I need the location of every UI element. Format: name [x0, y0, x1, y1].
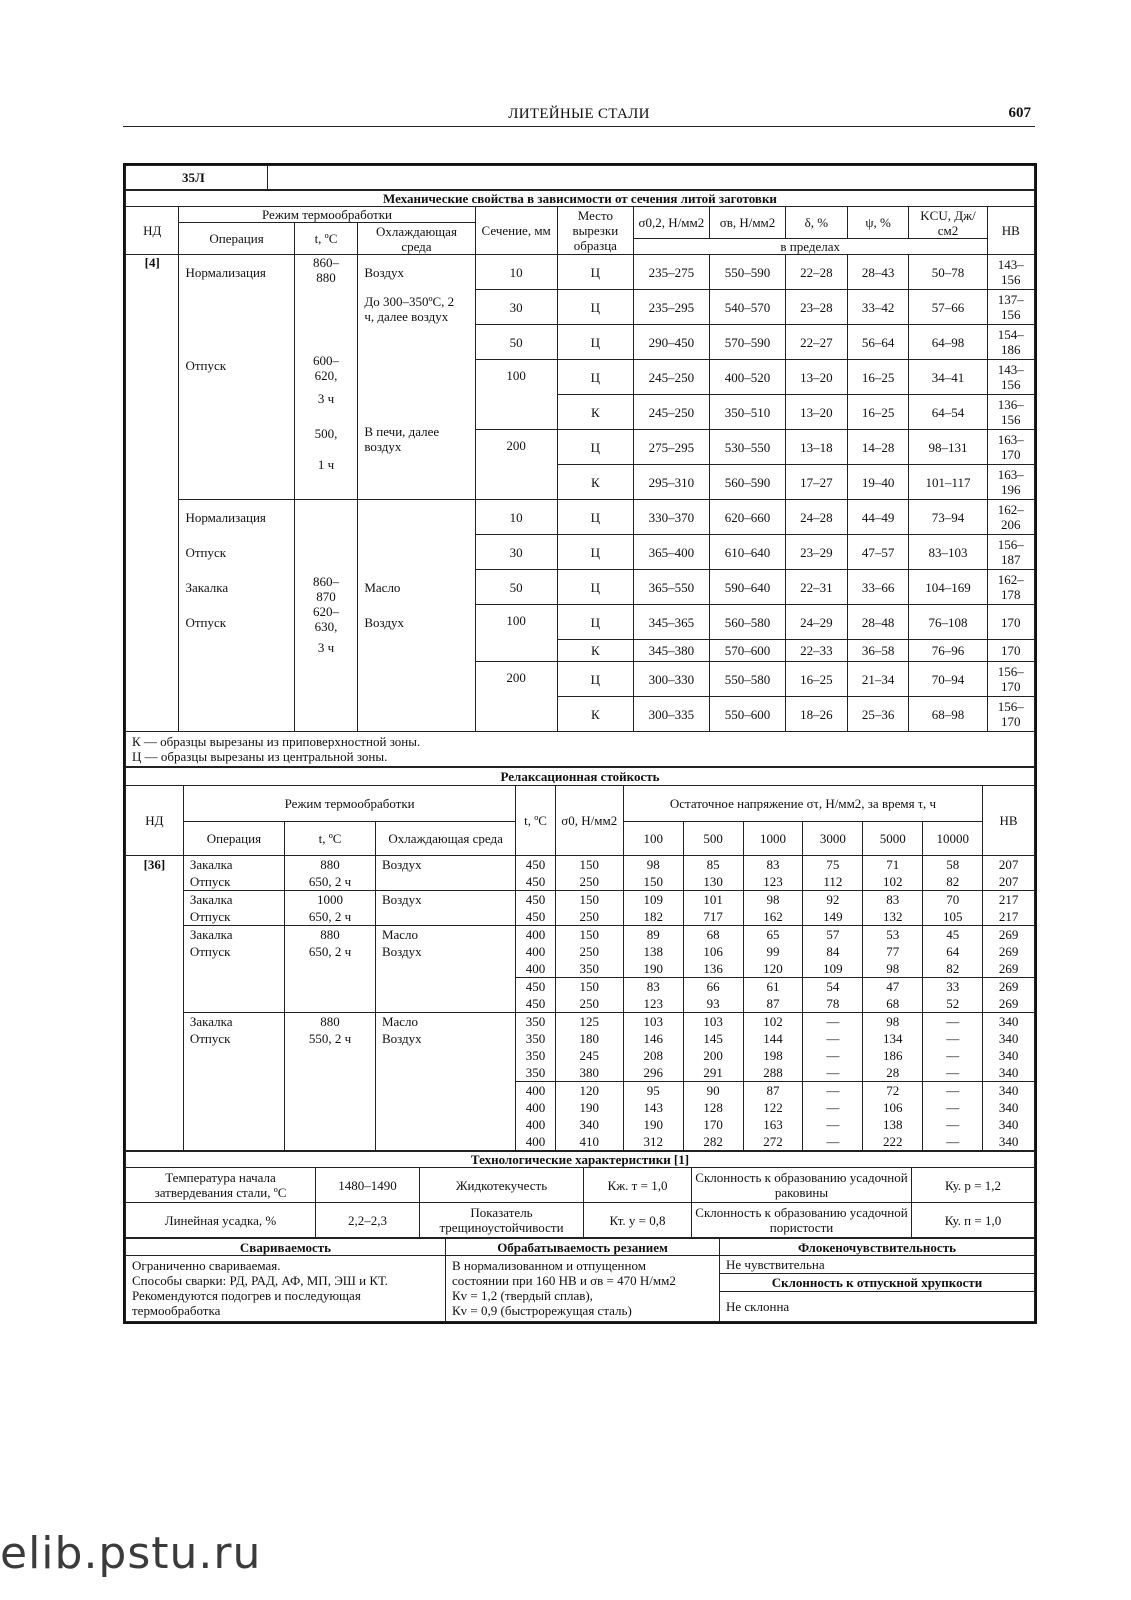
- linear-shrinkage-label: Линейная усадка, %: [126, 1203, 316, 1238]
- shrink-cavity-value: Ку. р = 1,2: [912, 1168, 1035, 1203]
- running-title: ЛИТЕЙНЫЕ СТАЛИ: [508, 106, 650, 122]
- watermark: elib.pstu.ru: [0, 1528, 262, 1579]
- relax-col-temp: t, ºС: [516, 786, 555, 856]
- temper-brittleness-title: Склонность к отпускной хрупкости: [720, 1274, 1035, 1292]
- g2-cooling: Масло Воздух: [358, 500, 475, 732]
- relax-residual-5000: 71 102: [863, 856, 923, 891]
- relax-group-row: [126, 1013, 1035, 1082]
- relax-test-temp: 450 450: [516, 978, 555, 1013]
- relax-residual-10000: 33 52: [923, 978, 983, 1013]
- relax-initial-stress: 150 250: [555, 978, 623, 1013]
- relax-residual-100: 103 146 208 296: [623, 1013, 683, 1082]
- relax-residual-5000: 47 68: [863, 978, 923, 1013]
- relax-operation: Закалка Отпуск: [183, 1013, 284, 1151]
- relax-test-temp: 400 400 400: [516, 926, 555, 978]
- relax-residual-1000: 83 123: [743, 856, 803, 891]
- col-operation: Операция: [179, 223, 294, 255]
- col-nd: НД: [126, 207, 179, 255]
- crack-resistance-label: Показатель трещиноустойчивости: [420, 1203, 584, 1238]
- relax-group-row: [126, 926, 1035, 978]
- relax-residual-1000: 98 162: [743, 891, 803, 926]
- relax-residual-3000: 54 78: [803, 978, 863, 1013]
- relax-residual-500: 66 93: [683, 978, 743, 1013]
- relax-residual-10000: — — — —: [923, 1013, 983, 1082]
- relax-initial-stress: 150 250: [555, 891, 623, 926]
- properties-bottom-table: [125, 1238, 1035, 1322]
- relax-residual-1000: 61 87: [743, 978, 803, 1013]
- relaxation-table: [125, 767, 1035, 1151]
- solidification-label: Температура начала затвердевания стали, ºС: [126, 1168, 316, 1203]
- relax-operation: Закалка Отпуск: [183, 926, 284, 1013]
- shrink-porosity-value: Ку. п = 1,0: [912, 1203, 1035, 1238]
- col-kcu: KCU, Дж/см2: [909, 207, 987, 239]
- page-number: 607: [1008, 105, 1031, 121]
- section: 100: [475, 360, 557, 430]
- relax-residual-500: 101 717: [683, 891, 743, 926]
- fluidity-label: Жидкотекучесть: [420, 1168, 584, 1203]
- relax-residual-10000: — — — —: [923, 1082, 983, 1151]
- weldability-text: Ограниченно свариваемая. Способы сварки: РД, РАД, АФ, МП, ЭШ и КТ. Рекомендуются подогрев и последующая термообработка: [126, 1256, 446, 1322]
- relax-col-nd: НД: [126, 786, 184, 856]
- relax-col-residual: Остаточное напряжение στ, Н/мм2, за время τ, ч: [623, 786, 982, 822]
- relax-operation: Закалка Отпуск: [183, 856, 284, 891]
- relax-residual-3000: — — — —: [803, 1013, 863, 1082]
- crack-resistance-value: Кт. у = 0,8: [584, 1203, 692, 1238]
- relax-test-temp: 450 450: [516, 856, 555, 891]
- relax-temperature: 880 550, 2 ч: [285, 1013, 376, 1151]
- relax-temperature: 1000 650, 2 ч: [285, 891, 376, 926]
- time-500: 500: [683, 822, 743, 856]
- fluidity-value: Кж. т = 1,0: [584, 1168, 692, 1203]
- limits-label: в пределах: [633, 239, 987, 255]
- time-10000: 10000: [923, 822, 983, 856]
- relax-group-row: [126, 891, 1035, 926]
- relax-cooling: Масло Воздух: [375, 926, 515, 1013]
- relax-residual-500: 90 128 170 282: [683, 1082, 743, 1151]
- relax-cooling: Воздух: [375, 891, 515, 926]
- col-place: Место вырезки образца: [557, 207, 633, 255]
- relax-temperature: 880 650, 2 ч: [285, 926, 376, 1013]
- section: 10: [475, 255, 557, 290]
- relax-residual-3000: 57 84 109: [803, 926, 863, 978]
- relax-test-temp: 450 450: [516, 891, 555, 926]
- time-1000: 1000: [743, 822, 803, 856]
- relax-residual-100: 98 150: [623, 856, 683, 891]
- tech-section-title: Технологические характеристики [1]: [126, 1152, 1035, 1168]
- nd-ref: [4]: [126, 255, 179, 732]
- relax-col-regime: Режим термообработки: [183, 786, 516, 822]
- relax-residual-5000: 83 132: [863, 891, 923, 926]
- flake-value: Не чувствительна: [720, 1256, 1035, 1274]
- section: 200: [475, 662, 557, 732]
- relax-nd-ref: [36]: [126, 856, 184, 1151]
- col-regime: Режим термообработки: [179, 207, 475, 223]
- relax-residual-100: 89 138 190: [623, 926, 683, 978]
- col-s02: σ0,2, Н/мм2: [633, 207, 709, 239]
- machinability-text: В нормализованном и отпущенном состоянии при 160 НВ и σв = 470 Н/мм2 Кv = 1,2 (твердый сплав), Кv = 0,9 (быстрорежущая сталь): [446, 1256, 720, 1322]
- col-delta: δ, %: [786, 207, 848, 239]
- relax-residual-1000: 65 99 120: [743, 926, 803, 978]
- relax-temperature: 880 650, 2 ч: [285, 856, 376, 891]
- relax-cooling: Воздух: [375, 856, 515, 891]
- section: 50: [475, 325, 557, 360]
- relax-residual-500: 103 145 200 291: [683, 1013, 743, 1082]
- relax-hardness: 207 207: [983, 856, 1035, 891]
- mechanical-properties-table: Механические свойства в зависимости от сечения литой заготовки НД Режим термообработки Сечение, мм Место вырезки образца σ0,2, Н/мм2 σв, Н/мм2 δ, % ψ, % KCU, Дж/см2 НВ Операция t, ºС Охлаждающая среда в пределах [4] Нормализация Отпуск 860–880 600–620, 3 ч 500, 1 ч Воздух До 300–350ºС, 2 ч, далее воздух В печи, далее воздух 10 Ц 235–275 550–590 22–28 28–43 50–78 143–156 30 Ц 235–295 540–570 23–28 33–42 57–66 137–156 50 Ц 290–450 570–590 22–27 56–64 64–98 154–186 100 Ц 245–250 400–520 13–20 16–25 34–41 143–156 К 245–250 350–510 13–20 16–25 64–54 136–156 200 Ц 275–295 530–550 13–18 14–28 98–131 163–170 К 295–310 560–590 17–27 19–40 101–117 163–196 Нормализация Отпуск Закалка Отпуск 860–870 620–630, 3 ч Масло Воздух 10 Ц 330–370 620–660 24–28 44–49 73–94 162–206 30 Ц 365–400 610–640 23–29 47–57 83–103 156–187 50 Ц 365–550 590–640 22–31 33–66 104–169 162–178 100 Ц 345–365 560–580 24–29 28–48 76–108 170 К 345–380 570–600 22–33 36–58 76–96 170 200 Ц 300–330 550–580 16–25 21–34 70–94 156–170 К 300–335 550–600 18–26 25–36 68–98 156–170 К — образцы вырезаны из приповерхностной зоны. Ц — образцы вырезаны из центральной зоны.: [125, 190, 1035, 767]
- relax-col-s0: σ0, Н/мм2: [555, 786, 623, 856]
- machinability-title: Обрабатываемость резанием: [446, 1239, 720, 1256]
- relax-residual-3000: 92 149: [803, 891, 863, 926]
- relax-cooling: Масло Воздух: [375, 1013, 515, 1151]
- weldability-title: Свариваемость: [126, 1239, 446, 1256]
- relax-hardness: 269 269 269: [983, 926, 1035, 978]
- steel-grade: 35Л: [126, 166, 268, 190]
- note-c: Ц — образцы вырезаны из центральной зоны.: [132, 749, 388, 764]
- grade-row: [125, 165, 1035, 190]
- relax-residual-10000: 70 105: [923, 891, 983, 926]
- relax-col-cooling: Охлаждающая среда: [375, 822, 515, 856]
- relax-test-temp: 350 350 350 350: [516, 1013, 555, 1082]
- relax-residual-5000: 98 134 186 28: [863, 1013, 923, 1082]
- col-cooling: Охлаждающая среда: [358, 223, 475, 255]
- section: 30: [475, 535, 557, 570]
- time-100: 100: [623, 822, 683, 856]
- relax-hardness: 340 340 340 340: [983, 1082, 1035, 1151]
- relax-residual-10000: 58 82: [923, 856, 983, 891]
- relax-residual-5000: 72 106 138 222: [863, 1082, 923, 1151]
- mech-section-title: Механические свойства в зависимости от сечения литой заготовки: [126, 191, 1035, 207]
- g2-temperatures: 860–870 620–630, 3 ч: [294, 500, 358, 732]
- note-k: К — образцы вырезаны из приповерхностной зоны.: [132, 734, 421, 749]
- linear-shrinkage-value: 2,2–2,3: [316, 1203, 420, 1238]
- relax-residual-1000: 87 122 163 272: [743, 1082, 803, 1151]
- relax-col-operation: Операция: [183, 822, 284, 856]
- section: 200: [475, 430, 557, 500]
- relax-initial-stress: 150 250 350: [555, 926, 623, 978]
- relax-test-temp: 400 400 400 400: [516, 1082, 555, 1151]
- steel-datasheet: [123, 163, 1037, 1324]
- temper-brittleness-value: Не склонна: [720, 1292, 1035, 1322]
- col-sb: σв, Н/мм2: [709, 207, 785, 239]
- col-psi: ψ, %: [847, 207, 909, 239]
- section: 50: [475, 570, 557, 605]
- relax-operation: Закалка Отпуск: [183, 891, 284, 926]
- time-3000: 3000: [803, 822, 863, 856]
- flake-title: Флокеночувствительность: [720, 1239, 1035, 1256]
- relax-residual-5000: 53 77 98: [863, 926, 923, 978]
- relax-col-hb: НВ: [983, 786, 1035, 856]
- solidification-value: 1480–1490: [316, 1168, 420, 1203]
- relax-residual-1000: 102 144 198 288: [743, 1013, 803, 1082]
- g1-operations: Нормализация Отпуск: [179, 255, 294, 500]
- relax-initial-stress: 150 250: [555, 856, 623, 891]
- col-section: Сечение, мм: [475, 207, 557, 255]
- relax-residual-100: 95 143 190 312: [623, 1082, 683, 1151]
- relax-residual-500: 68 106 136: [683, 926, 743, 978]
- relax-residual-10000: 45 64 82: [923, 926, 983, 978]
- relax-residual-500: 85 130: [683, 856, 743, 891]
- g2-operations: Нормализация Отпуск Закалка Отпуск: [179, 500, 294, 732]
- time-5000: 5000: [863, 822, 923, 856]
- col-hb: НВ: [987, 207, 1034, 255]
- section: 10: [475, 500, 557, 535]
- relax-residual-100: 83 123: [623, 978, 683, 1013]
- shrink-cavity-label: Склонность к образованию усадочной раковины: [692, 1168, 912, 1203]
- section: 30: [475, 290, 557, 325]
- col-temp: t, ºС: [294, 223, 358, 255]
- page-header: [123, 104, 1035, 127]
- g1-temperatures: 860–880 600–620, 3 ч 500, 1 ч: [294, 255, 358, 500]
- relax-residual-3000: 75 112: [803, 856, 863, 891]
- g1-cooling: Воздух До 300–350ºС, 2 ч, далее воздух В печи, далее воздух: [358, 255, 475, 500]
- relax-initial-stress: 125 180 245 380: [555, 1013, 623, 1082]
- relax-section-title: Релаксационная стойкость: [126, 768, 1035, 786]
- section: 100: [475, 605, 557, 662]
- relax-residual-100: 109 182: [623, 891, 683, 926]
- relax-residual-3000: — — — —: [803, 1082, 863, 1151]
- relax-hardness: 217 217: [983, 891, 1035, 926]
- relax-col-t: t, ºС: [285, 822, 376, 856]
- specimen-notes: [126, 732, 1035, 767]
- relax-group-row: [126, 856, 1035, 891]
- shrink-porosity-label: Склонность к образованию усадочной пористости: [692, 1203, 912, 1238]
- relax-initial-stress: 120 190 340 410: [555, 1082, 623, 1151]
- relax-hardness: 269 269: [983, 978, 1035, 1013]
- technology-table: [125, 1151, 1035, 1238]
- relax-hardness: 340 340 340 340: [983, 1013, 1035, 1082]
